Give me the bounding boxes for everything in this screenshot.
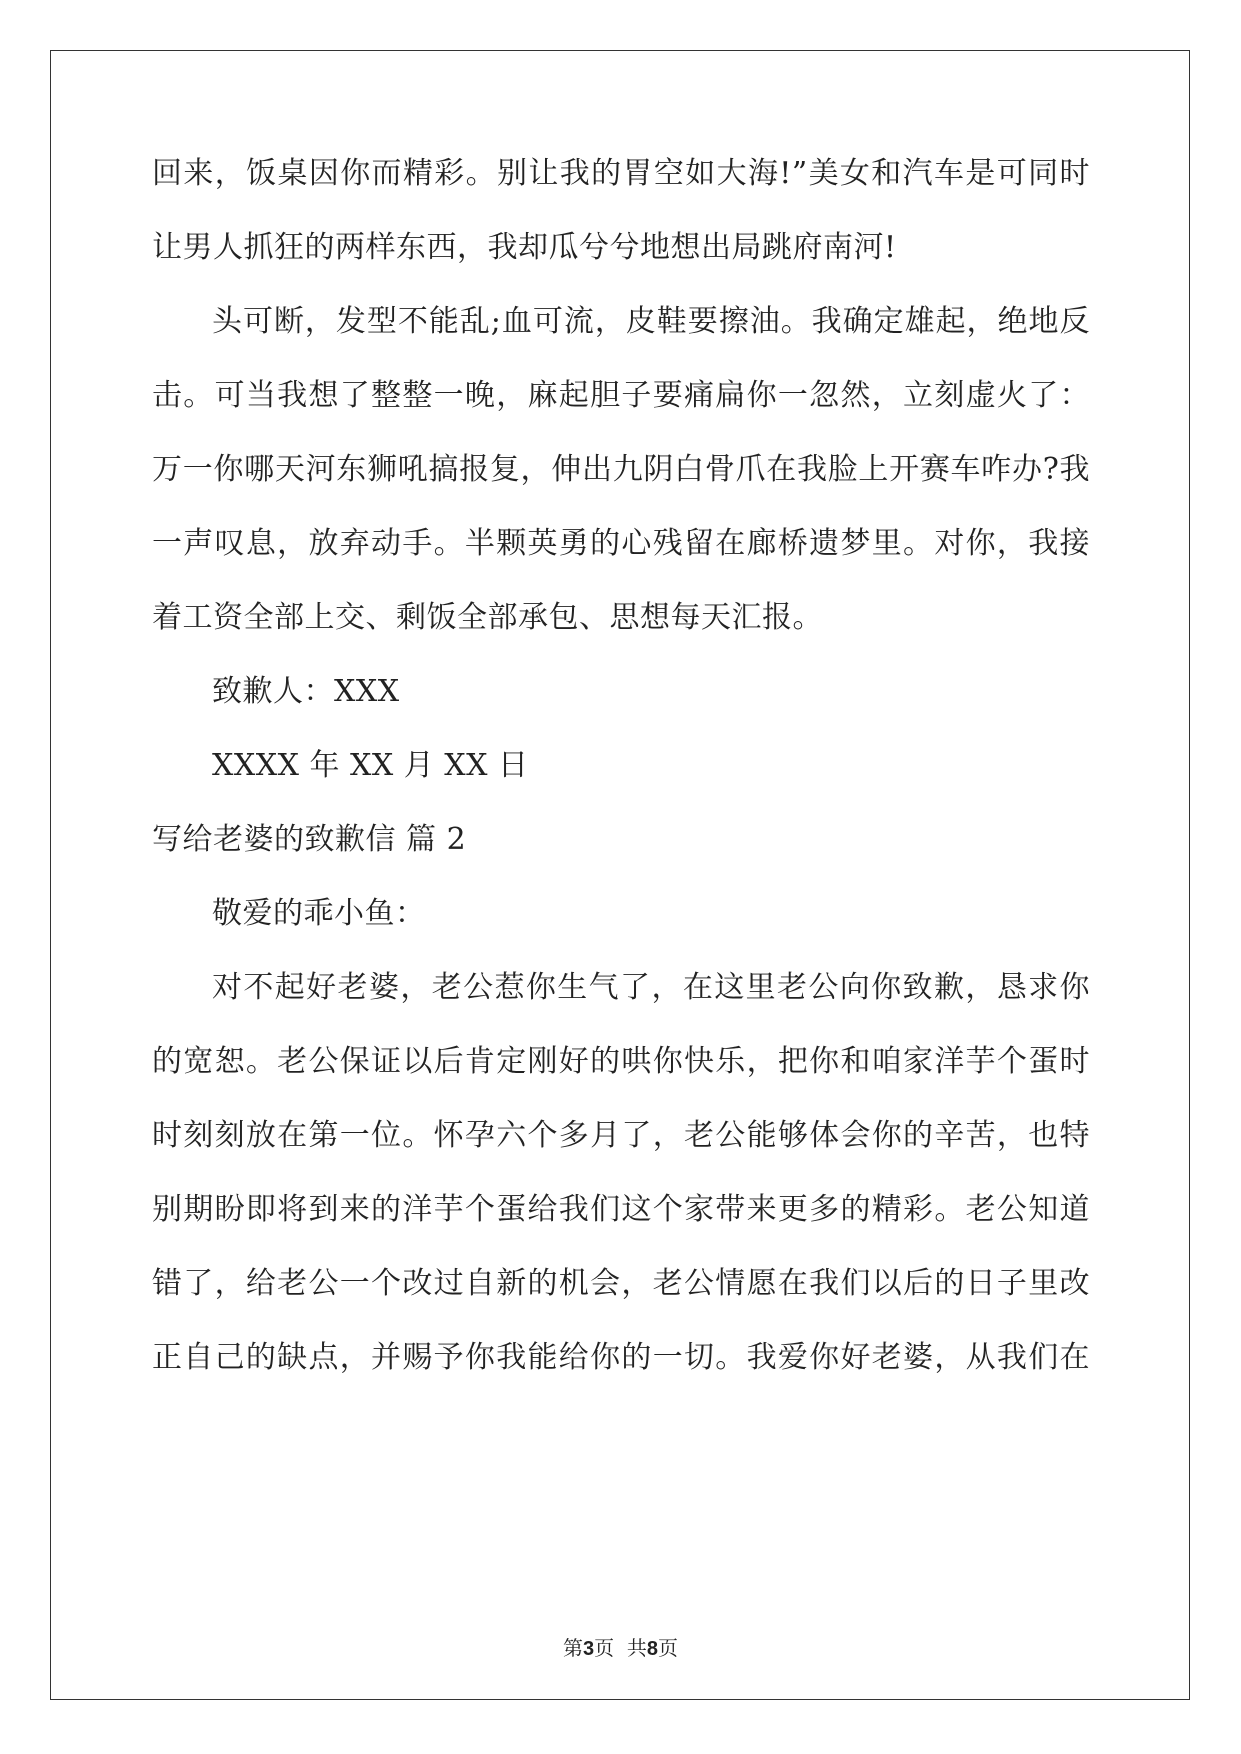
body-line: 回来，饭桌因你而精彩。别让我的胃空如大海!”美女和汽车是可同时 [152,156,1090,191]
body-line: 着工资全部上交、剩饭全部承包、思想每天汇报。 [152,600,823,635]
paragraph-start-line: 头可断，发型不能乱;血可流，皮鞋要擦油。我确定雄起，绝地反 [212,304,1090,339]
body-line: 别期盼即将到来的洋芋个蛋给我们这个家带来更多的精彩。老公知道 [152,1192,1090,1227]
date-line: XXXX 年 XX 月 XX 日 [212,748,529,783]
signature-line: 致歉人：XXX [212,674,400,709]
body-line: 让男人抓狂的两样东西，我却瓜兮兮地想出局跳府南河! [152,230,897,265]
section-heading: 写给老婆的致歉信 篇 2 [152,822,467,857]
body-line: 万一你哪天河东狮吼搞报复，伸出九阴白骨爪在我脸上开赛车咋办?我 [152,452,1090,487]
current-page-number: 3 [583,1638,595,1660]
total-page-number: 8 [646,1638,658,1660]
body-line: 正自己的缺点，并赐予你我能给你的一切。我爱你好老婆，从我们在 [152,1340,1090,1375]
body-line: 的宽恕。老公保证以后肯定刚好的哄你快乐，把你和咱家洋芋个蛋时 [152,1044,1090,1079]
page-mid-text: 页 共 [594,1636,647,1660]
body-line: 击。可当我想了整整一晚，麻起胆子要痛扁你一忽然，立刻虚火了： [152,378,1090,413]
page-suffix: 页 [657,1636,678,1660]
page-prefix: 第 [563,1636,584,1660]
salutation-line: 敬爱的乖小鱼： [212,896,426,931]
body-line: 时刻刻放在第一位。怀孕六个多月了，老公能够体会你的辛苦，也特 [152,1118,1090,1153]
paragraph-start-line: 对不起好老婆，老公惹你生气了，在这里老公向你致歉，恳求你 [212,970,1090,1005]
body-line: 错了，给老公一个改过自新的机会，老公情愿在我们以后的日子里改 [152,1266,1090,1301]
page-footer [0,1632,1241,1661]
body-line: 一声叹息，放弃动手。半颗英勇的心残留在廊桥遗梦里。对你，我接 [152,526,1090,561]
page-border [50,50,1190,1700]
